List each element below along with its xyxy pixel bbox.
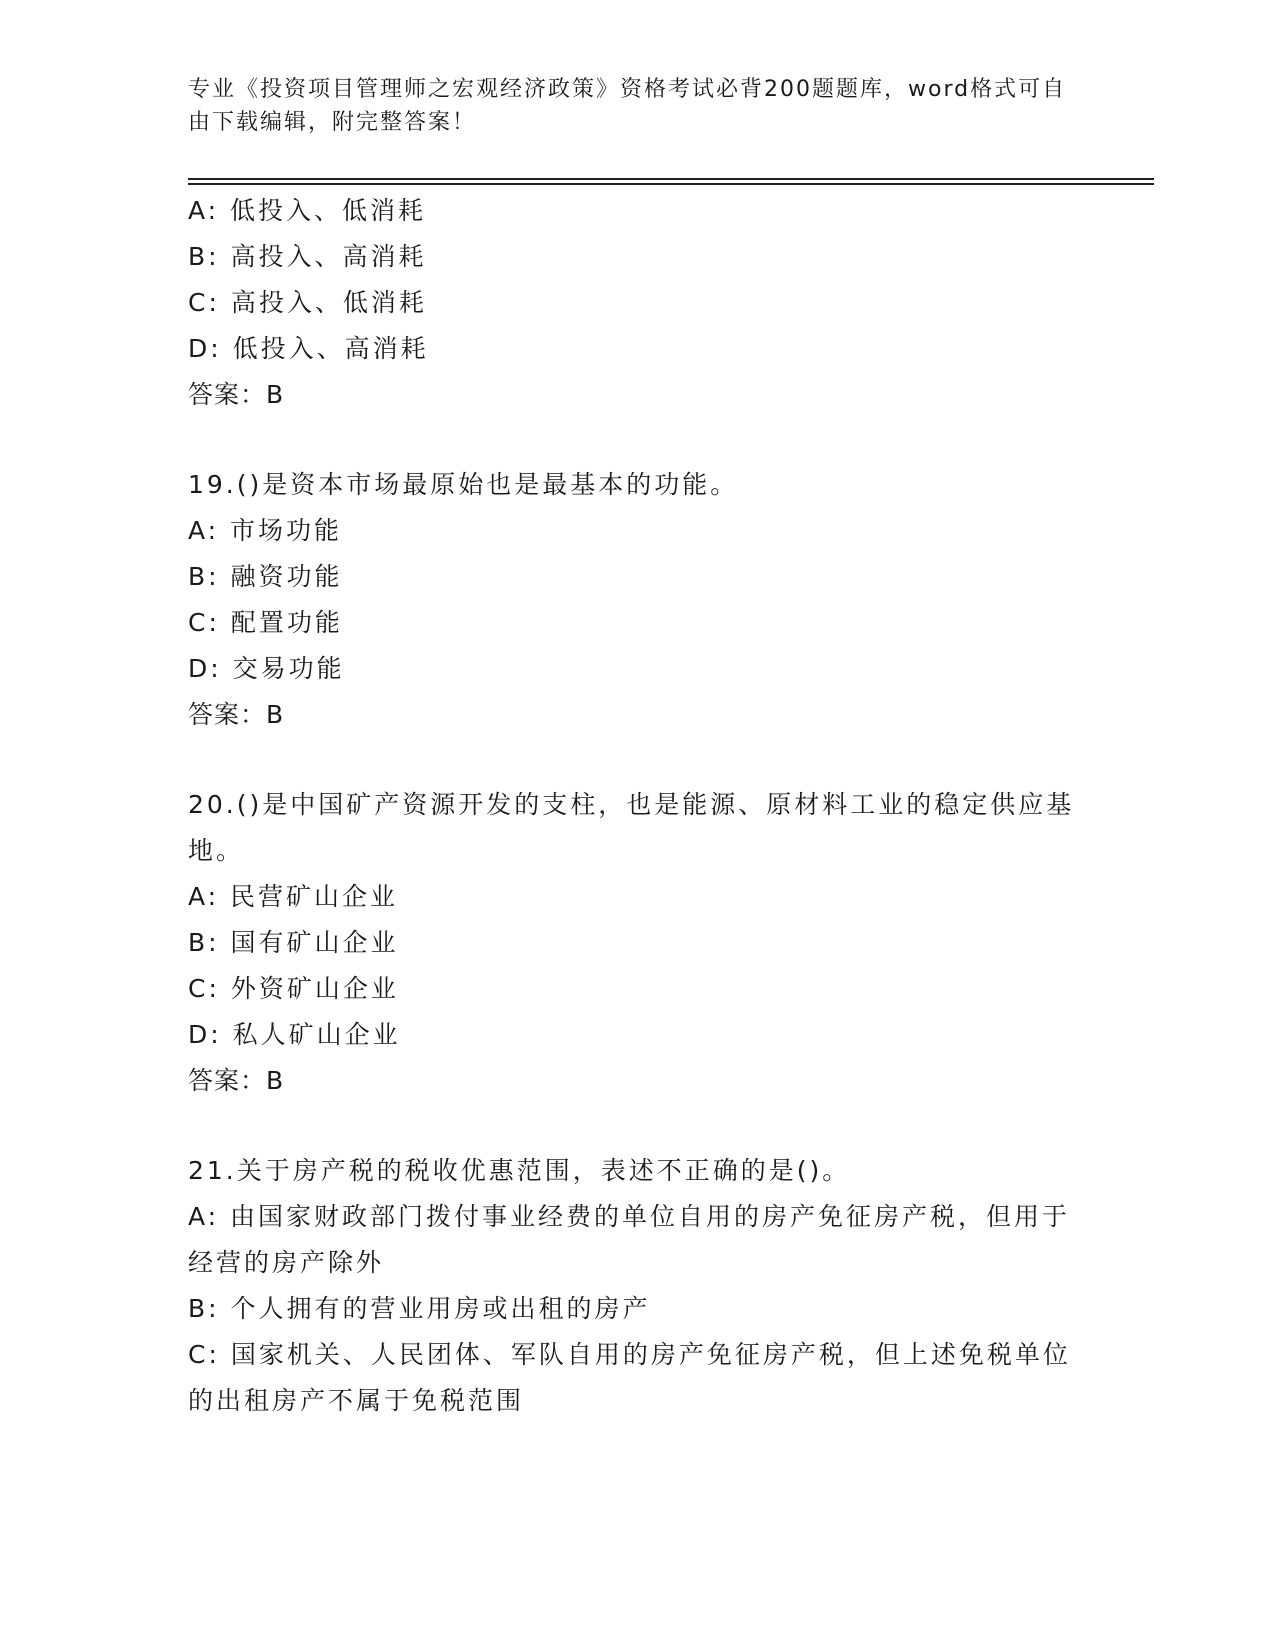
q21-stem: 21.关于房产税的税收优惠范围，表述不正确的是()。 [188,1156,851,1185]
q19-option-d: D: 交易功能 [188,654,345,683]
spacer [188,738,1078,782]
question-18-block [188,188,1078,418]
q20-stem: 20.()是中国矿产资源开发的支柱，也是能源、原材料工业的稳定供应基地。 [188,790,1075,865]
q21-option-a: A: 由国家财政部门拨付事业经费的单位自用的房产免征房产税，但用于经营的房产除外 [188,1202,1071,1277]
q19-option-b: B: 融资功能 [188,562,343,591]
spacer [188,418,1078,462]
question-19-block [188,462,1078,738]
q20-option-b: B: 国有矿山企业 [188,928,399,957]
q19-option-a: A: 市场功能 [188,516,343,545]
document-header: 专业《投资项目管理师之宏观经济政策》资格考试必背200题题库，word格式可自由下载编辑，附完整答案！ [188,77,1067,135]
question-20-block [188,782,1078,1104]
q18-option-c: C: 高投入、低消耗 [188,288,427,317]
q18-option-b: B: 高投入、高消耗 [188,242,427,271]
q20-answer: 答案：B [188,1066,285,1095]
q21-option-b: B: 个人拥有的营业用房或出租的房产 [188,1294,651,1323]
q20-option-c: C: 外资矿山企业 [188,974,399,1003]
q20-option-a: A: 民营矿山企业 [188,882,399,911]
q19-answer: 答案：B [188,700,285,729]
question-content [188,188,1078,1424]
q18-option-a: A: 低投入、低消耗 [188,196,427,225]
q18-answer: 答案：B [188,380,285,409]
header-rule-top [188,178,1154,180]
spacer [188,1104,1078,1148]
q18-option-d: D: 低投入、高消耗 [188,334,429,363]
header-rule-bottom [188,183,1154,185]
q19-option-c: C: 配置功能 [188,608,343,637]
q20-option-d: D: 私人矿山企业 [188,1020,401,1049]
q21-option-c: C: 国家机关、人民团体、军队自用的房产免征房产税，但上述免税单位的出租房产不属于免税范围 [188,1340,1071,1415]
question-21-block [188,1148,1078,1424]
q19-stem: 19.()是资本市场最原始也是最基本的功能。 [188,470,739,499]
